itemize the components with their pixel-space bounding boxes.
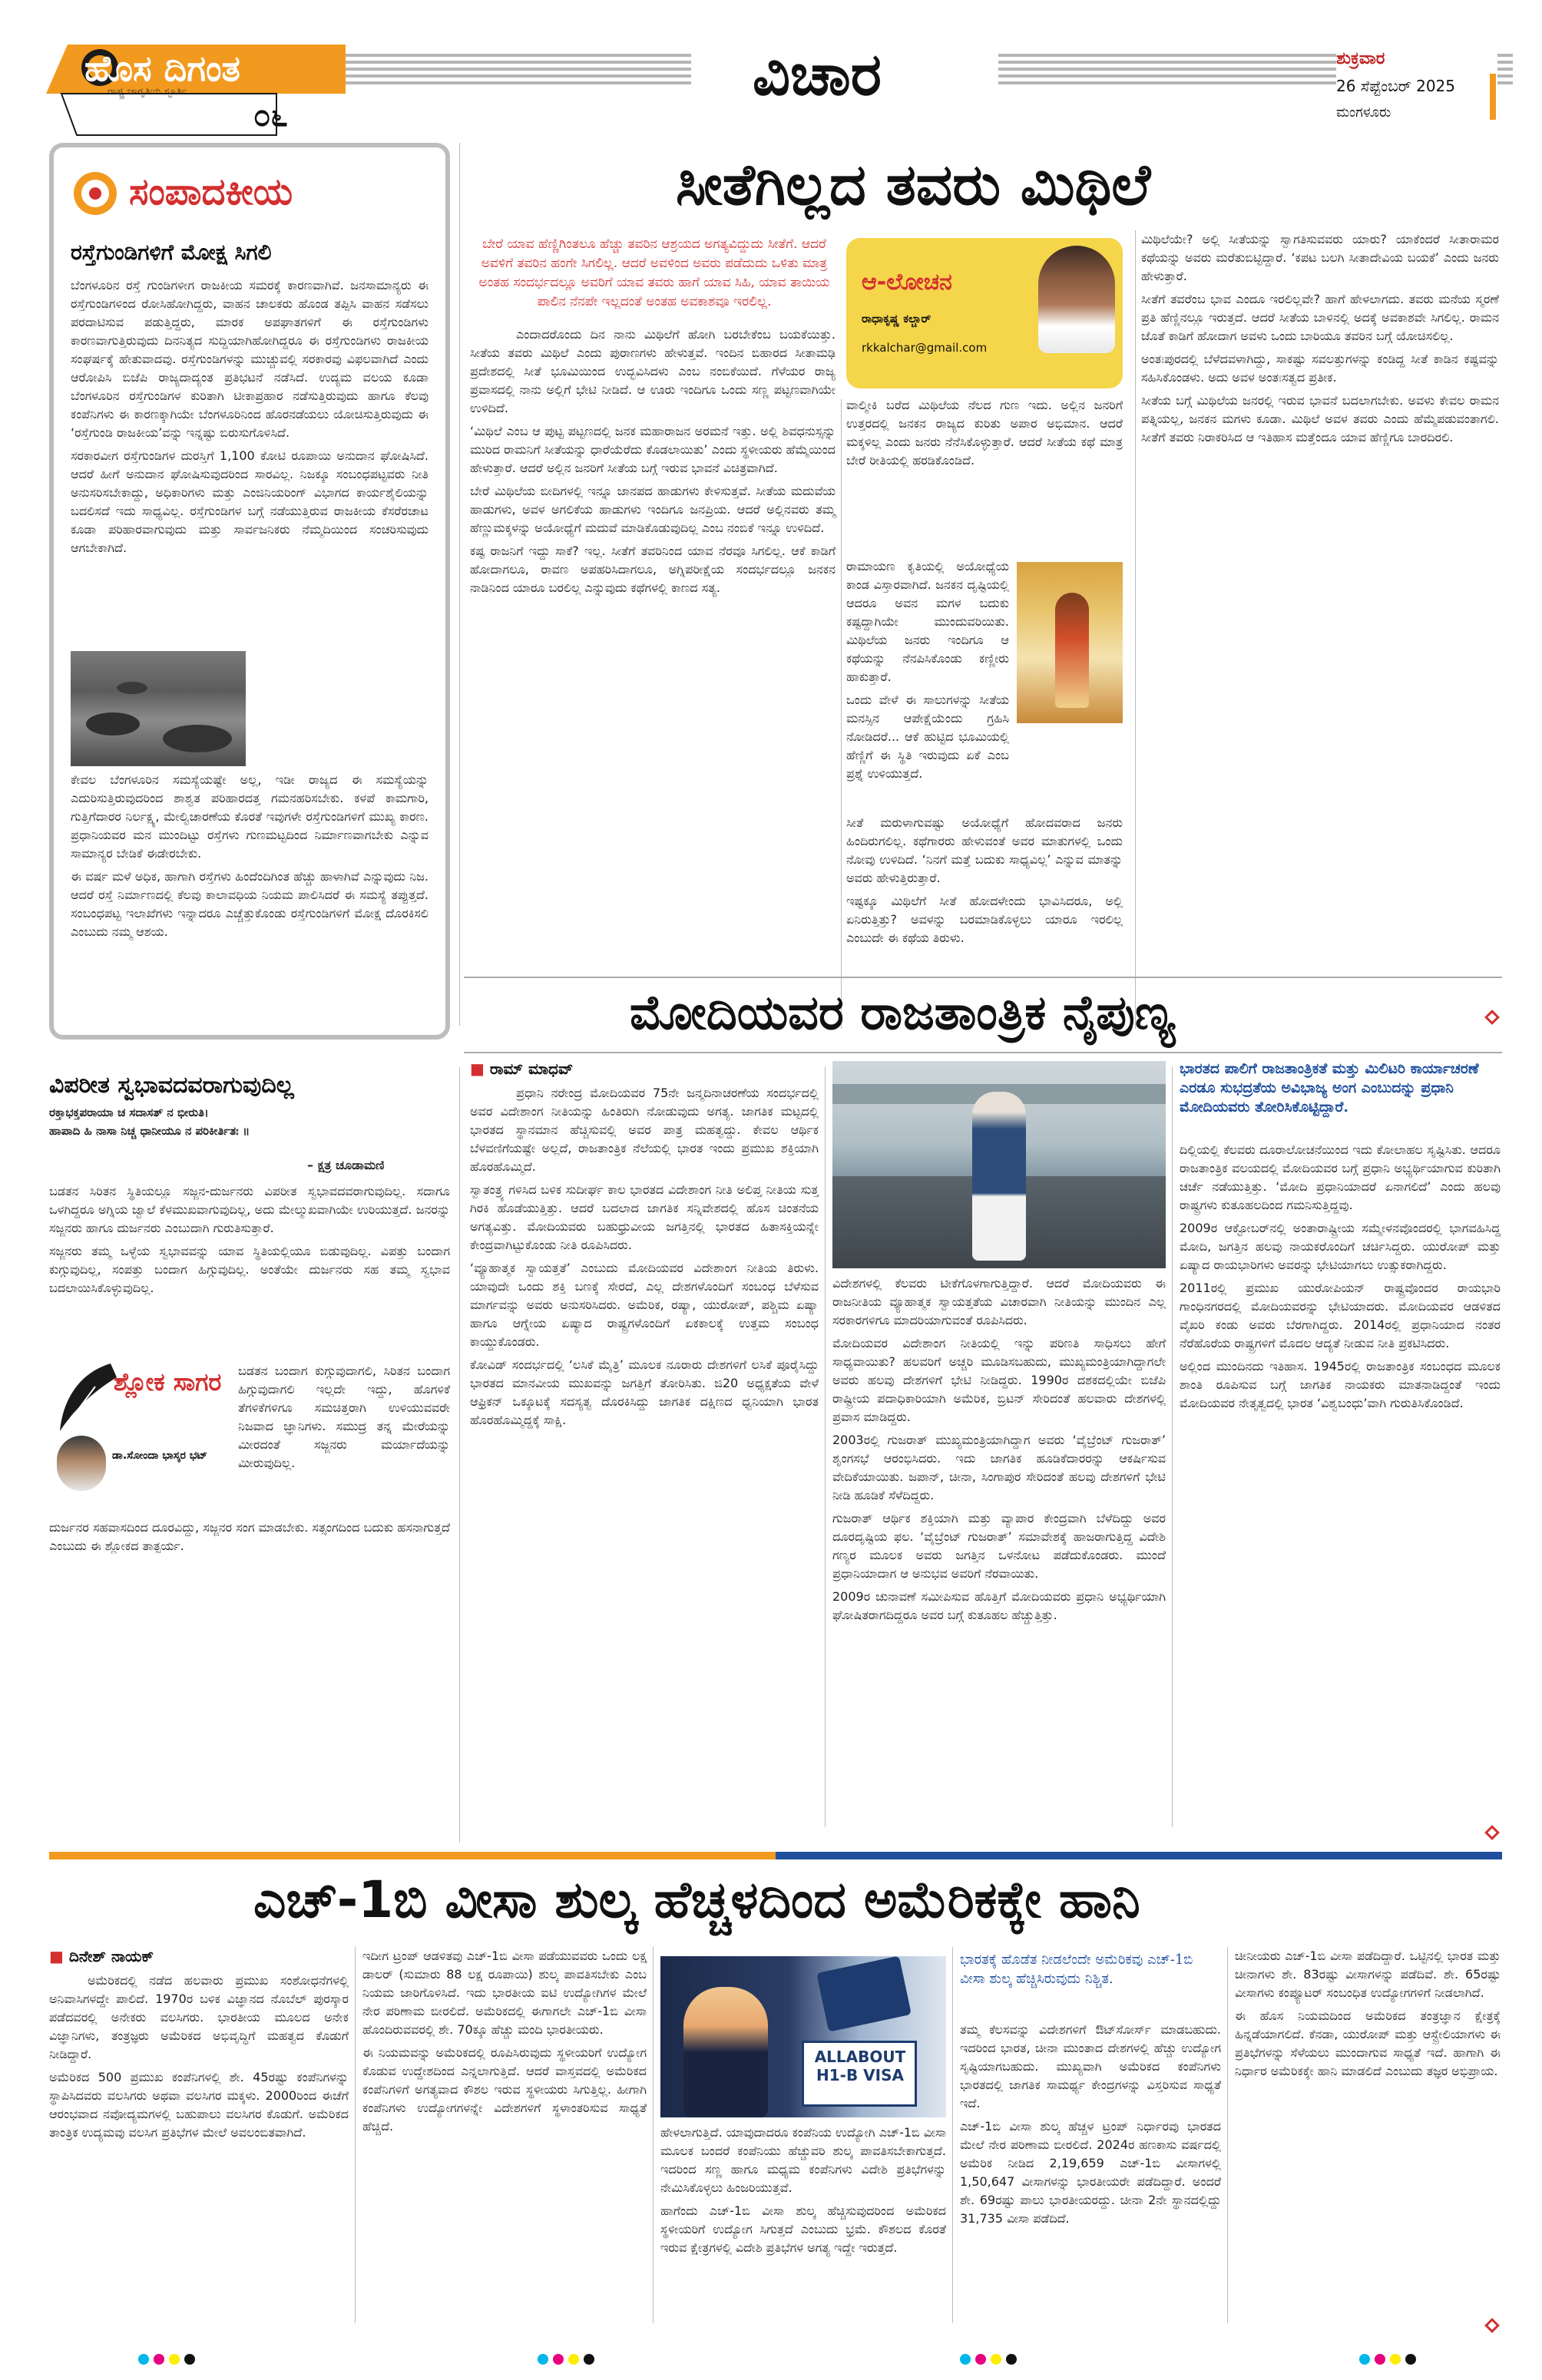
h1b-paragraph: ಹಾಗೆಂದು ಎಚ್-1ಬಿ ವೀಸಾ ಶುಲ್ಕ ಹೆಚ್ಚಿಸುವುದರಿಂದ ಅಮೆರಿಕದ ಸ್ಥಳೀಯರಿಗೆ ಉದ್ಯೋಗ ಸಿಗುತ್ತದೆ ಎಂಬುದು ಭ್ರಮೆ. ಕೌಶಲದ ಕೊರತೆ ಇರುವ ಕ್ಷೇತ್ರಗಳಲ್ಲಿ ವಿದೇಶಿ ಪ್ರತಿಭೆಗಳ ಅಗತ್ಯ ಇದ್ದೇ ಇರುತ್ತದೆ.: [660, 2203, 946, 2255]
modi-paragraph: 2009ರ ಚುನಾವಣೆ ಸಮೀಪಿಸುವ ಹೊತ್ತಿಗೆ ಮೋದಿಯವರು ಪ್ರಧಾನಿ ಅಭ್ಯರ್ಥಿಯಾಗಿ ಘೋಷಿತರಾಗದಿದ್ದರೂ ಅವರ ಬಗ್ಗೆ ಕುತೂಹಲ ಹೆಚ್ಚುತ್ತಿತ್ತು.: [832, 1589, 1166, 1622]
modi-paragraph: ಪ್ರಧಾನಿ ನರೇಂದ್ರ ಮೋದಿಯವರ 75ನೇ ಜನ್ಮದಿನಾಚರಣೆಯ ಸಂದರ್ಭದಲ್ಲಿ ಅವರ ವಿದೇಶಾಂಗ ನೀತಿಯನ್ನು ಹಿಂತಿರುಗಿ ನೋಡುವುದು ಅಗತ್ಯ. ಜಾಗತಿಕ ಮಟ್ಟದಲ್ಲಿ ಭಾರತದ ಸ್ಥಾನಮಾನ ಹೆಚ್ಚಿಸುವಲ್ಲಿ ಅವರ ಪಾತ್ರ ಮಹತ್ವದ್ದು. ಕೇವಲ ಆರ್ಥಿಕ ಬೆಳವಣಿಗೆಯಷ್ಟೇ ಅಲ್ಲದೆ, ರಾಜತಾಂತ್ರಿಕ ನೆಲೆಯಲ್ಲಿ ಭಾರತ ಇಂದು ಪ್ರಮುಖ ಶಕ್ತಿಯಾಗಿ ಹೊರಹೊಮ್ಮಿದೆ.: [470, 1086, 819, 1174]
h1b-visa-sign-text: ALLABOUT H1-B VISA: [814, 2048, 906, 2084]
registration-marks: [138, 2354, 195, 2365]
registration-dot: [584, 2354, 594, 2365]
sita-paragraph: ಸೀತೆ ಮರುಳಾಗುವಷ್ಟು ಅಯೋಧ್ಯೆಗೆ ಹೋದವರಾದ ಜನರು ಹಿಂದಿರುಗಲಿಲ್ಲ. ಕಥೆಗಾರರು ಹೇಳುವಂತೆ ಅವರ ಮಾತುಗಳಲ್ಲಿ ಒಂದು ನೋವು ಉಳಿದಿದೆ. ‘ನಿನಗೆ ಮತ್ತೆ ಬದುಕು ಸಾಧ್ಯವಿಲ್ಲ’ ಎನ್ನುವ ಮಾತನ್ನು ಅವರು ಹೇಳುತ್ತಿರುತ್ತಾರೆ.: [846, 815, 1123, 885]
sita-paragraph: ಅಂತಃಪುರದಲ್ಲಿ ಬೆಳೆದವಳಾಗಿದ್ದು, ಸಾಕಷ್ಟು ಸವಲತ್ತುಗಳನ್ನು ಕಂಡಿದ್ದ ಸೀತೆ ಕಾಡಿನ ಕಷ್ಟವನ್ನು ಸಹಿಸಿಕೊಂಡಳು. ಅದು ಅವಳ ಅಂತಃಸತ್ವದ ಪ್ರತೀಕ.: [1141, 352, 1499, 385]
h1b-column-2: [362, 1947, 647, 2319]
proverb-paragraph: ದುರ್ಜನರ ಸಹವಾಸದಿಂದ ದೂರವಿದ್ದು, ಸಜ್ಜನರ ಸಂಗ ಮಾಡಬೇಕು. ಸತ್ಸಂಗದಿಂದ ಬದುಕು ಹಸನಾಗುತ್ತದೆ ಎಂಬುದು ಈ ಶ್ಲೋಕದ ತಾತ್ಪರ್ಯ.: [49, 1520, 450, 1553]
editorial-paragraph: ಸರಕಾರವೀಗ ರಸ್ತೆಗುಂಡಿಗಳ ದುರಸ್ತಿಗೆ 1,100 ಕೋಟಿ ರೂಪಾಯಿ ಅನುದಾನ ಘೋಷಿಸಿದೆ. ಆದರೆ ಹೀಗೆ ಅನುದಾನ ಘೋಷಿಸುವುದರಿಂದ ಸಾರವಿಲ್ಲ. ನಿಜಕ್ಕೂ ಸಂಬಂಧಪಟ್ಟವರು ನೀತಿ ಅನುಸರಿಸಬೇಕಾದ್ದು, ಅಧಿಕಾರಿಗಳು ಮತ್ತು ಎಂಜಿನಿಯರಿಂಗ್ ವಿಭಾಗದ ಕಾರ್ಯಶೈಲಿಯನ್ನು ಬದಲಿಸದೆ ಇದು ಸಾಧ್ಯವಿಲ್ಲ. ರಸ್ತೆಗುಂಡಿಗಳ ಬಗ್ಗೆ ನಡೆಯುತ್ತಿರುವ ರಾಜಕೀಯ ಕೆಸರೆರಚಾಟ ಕೂಡಾ ಪರಿಹಾರವಾಗುವುದು ಮತ್ತು ಸಾರ್ವಜನಿಕರು ನೆಮ್ಮದಿಯಿಂದ ಸಂಚರಿಸುವುದು ಆಗಬೇಕಾಗಿದೆ.: [71, 448, 429, 555]
registration-dot: [960, 2354, 971, 2365]
editorial-paragraph: ಕೇವಲ ಬೆಂಗಳೂರಿನ ಸಮಸ್ಯೆಯಷ್ಟೇ ಅಲ್ಲ, ಇಡೀ ರಾಜ್ಯದ ಈ ಸಮಸ್ಯೆಯನ್ನು ಎದುರಿಸುತ್ತಿರುವುದರಿಂದ ಶಾಶ್ವತ ಪರಿಹಾರದತ್ತ ಗಮನಹರಿಸಬೇಕು. ಕಳಪೆ ಕಾಮಗಾರಿ, ಗುತ್ತಿಗೆದಾರರ ನಿರ್ಲಕ್ಷ್ಯ, ಮೇಲ್ವಿಚಾರಣೆಯ ಕೊರತೆ ಇವುಗಳೇ ರಸ್ತೆಗುಂಡಿಗಳಿಗೆ ಮುಖ್ಯ ಕಾರಣ. ಪ್ರಧಾನಿಯವರ ಮನ ಮುಂದಿಟ್ಟು ರಸ್ತೆಗಳು ಗುಣಮಟ್ಟದಿಂದ ನಿರ್ಮಾಣವಾಗಬೇಕು ಎನ್ನುವ ಸಾಮಾನ್ಯರ ಬೇಡಿಕೆ ಈಡೇರಬೇಕು.: [71, 772, 429, 861]
modi-byline: [470, 1059, 573, 1078]
column-divider: [952, 1947, 953, 2323]
color-divider-orange: [49, 1852, 776, 1859]
registration-dot: [1405, 2354, 1416, 2365]
h1b-visa-sign: [802, 2041, 917, 2107]
proverb-column-badge: [49, 1359, 230, 1497]
modi-paragraph: ವಿದೇಶಗಳಲ್ಲಿ ಕೆಲವರು ಟೀಕೆಗೊಳಗಾಗುತ್ತಿದ್ದಾರೆ. ಆದರೆ ಮೋದಿಯವರು ಈ ರಾಜನೀತಿಯ ವ್ಯೂಹಾತ್ಮಕ ಸ್ವಾಯತ್ತತೆಯ ವಿಚಾರವಾಗಿ ನೀತಿಯನ್ನು ಮುಂದಿನ ಎಲ್ಲ ಸರಕಾರಗಳಿಗೂ ಮಾದರಿಯಾಗುವಂತೆ ರೂಪಿಸಿದರು.: [832, 1276, 1166, 1327]
registration-dot: [184, 2354, 195, 2365]
h1b-paragraph: ಇದೀಗ ಟ್ರಂಪ್ ಆಡಳಿತವು ಎಚ್-1ಬಿ ವೀಸಾ ಪಡೆಯುವವರು ಒಂದು ಲಕ್ಷ ಡಾಲರ್ (ಸುಮಾರು 88 ಲಕ್ಷ ರೂಪಾಯಿ) ಶುಲ್ಕ ಪಾವತಿಸಬೇಕು ಎಂಬ ನಿಯಮ ಜಾರಿಗೊಳಿಸಿದೆ. ಇದು ಭಾರತೀಯ ಐಟಿ ಉದ್ಯೋಗಿಗಳ ಮೇಲೆ ನೇರ ಪರಿಣಾಮ ಬೀರಲಿದೆ. ಅಮೆರಿಕದಲ್ಲಿ ಈಗಾಗಲೇ ಎಚ್-1ಬಿ ವೀಸಾ ಹೊಂದಿರುವವರಲ್ಲಿ ಶೇ. 70ಕ್ಕೂ ಹೆಚ್ಚು ಮಂದಿ ಭಾರತೀಯರು.: [362, 1949, 647, 2037]
masthead-date-block: [1336, 45, 1497, 135]
modi-column-1: [470, 1084, 819, 1821]
color-divider-blue: [776, 1852, 1502, 1859]
article-end-marker: [1484, 2318, 1500, 2333]
proverb-sanskrit-line-2: ಹಾಪಾದಿ ಹಿ ನಾಸಾ ನಿಚ್ಚ ಧಾನೀಯೂ ನ ಪರಿಕೀರ್ತಿತಃ ॥: [49, 1124, 250, 1138]
proverb-author-name: ಡಾ.ಸೋಂದಾ ಭಾಸ್ಕರ ಭಟ್: [112, 1449, 208, 1462]
modi-photo: [832, 1061, 1166, 1268]
h1b-paragraph: ಈ ನಿಯಮವನ್ನು ಅಮೆರಿಕದಲ್ಲಿ ರೂಪಿಸಿರುವುದು ಸ್ಥಳೀಯರಿಗೆ ಉದ್ಯೋಗ ಕೊಡುವ ಉದ್ದೇಶದಿಂದ ಎನ್ನಲಾಗುತ್ತಿದೆ. ಆದರೆ ವಾಸ್ತವದಲ್ಲಿ ಅಮೆರಿಕದ ಕಂಪೆನಿಗಳಿಗೆ ಅಗತ್ಯವಾದ ಕೌಶಲ ಇರುವ ಸ್ಥಳೀಯರು ಸಿಗುತ್ತಿಲ್ಲ. ಹೀಗಾಗಿ ಕಂಪೆನಿಗಳು ಉದ್ಯೋಗಗಳನ್ನೇ ವಿದೇಶಗಳಿಗೆ ಸ್ಥಳಾಂತರಿಸುವ ಸಾಧ್ಯತೆ ಹೆಚ್ಚಿದೆ.: [362, 2045, 647, 2134]
sita-column-label: ಆ-ಲೋಚನ: [862, 269, 952, 296]
h1b-paragraph: ತಮ್ಮ ಕೆಲಸವನ್ನು ವಿದೇಶಗಳಿಗೆ ಔಟ್‌ಸೋರ್ಸ್ ಮಾಡಬಹುದು. ಇದರಿಂದ ಭಾರತ, ಚೀನಾ ಮುಂತಾದ ದೇಶಗಳಲ್ಲಿ ಹೆಚ್ಚು ಉದ್ಯೋಗ ಸೃಷ್ಟಿಯಾಗಬಹುದು. ಮುಖ್ಯವಾಗಿ ಅಮೆರಿಕದ ಕಂಪೆನಿಗಳು ಭಾರತದಲ್ಲಿ ಜಾಗತಿಕ ಸಾಮರ್ಥ್ಯ ಕೇಂದ್ರಗಳನ್ನು ವಿಸ್ತರಿಸುವ ಸಾಧ್ಯತೆ ಇದೆ.: [960, 2022, 1221, 2111]
sita-paragraph: ಕಷ್ಟ ರಾಜನಿಗೆ ಇದ್ದು ಸಾಕೆ? ಇಲ್ಲ. ಸೀತೆಗೆ ತವರಿನಿಂದ ಯಾವ ನೆರವೂ ಸಿಗಲಿಲ್ಲ. ಆಕೆ ಕಾಡಿಗೆ ಹೋದಾಗಲೂ, ರಾವಣ ಅಪಹರಿಸಿದಾಗಲೂ, ಅಗ್ನಿಪರೀಕ್ಷೆಯ ಸಂದರ್ಭದಲ್ಲೂ ಜನಕನ ನಾಡಿನಿಂದ ಯಾರೂ ಬರಲಿಲ್ಲ ಎನ್ನುವುದು ಕಥೆಗಳಲ್ಲಿ ಕಾಣದ ಸತ್ಯ.: [470, 544, 836, 595]
section-divider: [464, 1052, 1502, 1053]
registration-dot: [154, 2354, 164, 2365]
modi-paragraph: ಅಲ್ಲಿಂದ ಮುಂದಿನದು ಇತಿಹಾಸ. 1945ರಲ್ಲಿ ರಾಜತಾಂತ್ರಿಕ ಸಂಬಂಧದ ಮೂಲಕ ಶಾಂತಿ ರೂಪಿಸುವ ಬಗ್ಗೆ ಜಾಗತಿಕ ನಾಯಕರು ಮಾತನಾಡಿದ್ದಂತೆ ಇಂದು ಮೋದಿಯವರ ನೇತೃತ್ವದಲ್ಲಿ ಭಾರತ ‘ವಿಶ್ವಬಂಧು’ವಾಗಿ ಗುರುತಿಸಿಕೊಂಡಿದೆ.: [1180, 1359, 1501, 1410]
masthead-logo-tagline: ರಾಷ್ಟ್ರ ಜಾಗೃತಿಯ ಸ್ಫೂರ್ತಿ: [108, 86, 187, 98]
sita-column-2-top: [846, 396, 1123, 556]
proverb-headline: ವಿಪರೀತ ಸ್ವಭಾವದವರಾಗುವುದಿಲ್ಲ: [49, 1072, 294, 1099]
pothole-shape: [163, 725, 232, 752]
masthead-day: ಶುಕ್ರವಾರ: [1336, 49, 1385, 68]
sita-author-email: rkkalchar@gmail.com: [862, 341, 988, 355]
editorial-paragraph: ಬೆಂಗಳೂರಿನ ರಸ್ತೆ ಗುಂಡಿಗಳೀಗ ರಾಜಕೀಯ ಸಮರಕ್ಕೆ ಕಾರಣವಾಗಿವೆ. ಜನಸಾಮಾನ್ಯರು ಈ ರಸ್ತೆಗುಂಡಿಗಳಿಂದ ರೋಸಿಹೋಗಿದ್ದರು, ವಾಹನ ಚಾಲಕರು ಹೊಂಡ ತಪ್ಪಿಸಿ ವಾಹನ ಸಡೆಸಲು ಪರದಾಟಿಸುವ ಪಡುತ್ತಿದ್ದರು, ಮಾರಕ ಅಪಘಾತಗಳಿಗೆ ಈ ರಸ್ತೆಗುಂಡಿಗಳು ಕಾರಣವಾಗುತ್ತಿರುವುದು ದಿನನಿತ್ಯದ ಸುದ್ದಿಯಾಗಿಹೋಗಿದ್ದರೂ ಈ ರಸ್ತೆಗುಂಡಿಗಳು ರಾಜಕೀಯ ಸಂಘರ್ಷಕ್ಕೆ ಹೇತುವಾದವು. ರಸ್ತೆಗುಂಡಿಗಳನ್ನು ಮುಚ್ಚುವಲ್ಲಿ ಸರಕಾರವು ವಿಫಲವಾಗಿದೆ ಎಂದು ಆರೋಪಿಸಿ ಬಿಜೆಪಿ ರಾಜ್ಯದಾದ್ಯಂತ ಪ್ರತಿಭಟನೆ ನಡೆಸಿದೆ. ಉದ್ಯಮ ವಲಯ ಕೂಡಾ ಬೆಂಗಳೂರಿನ ರಸ್ತೆಗುಂಡಿಗಳ ಕುರಿತಾಗಿ ಟೀಕಾಪ್ರಹಾರ ನಡೆಸುತ್ತಿರುವುದು ಹಾಗೂ ಕೆಲವು ಕಂಪೆನಿಗಳು ಈ ಕಾರಣಕ್ಕಾಗಿಯೇ ಬೆಂಗಳೂರಿನಿಂದ ಹೊರನಡೆಯಲು ಯೋಚಿಸುತ್ತಿರುವುದು ಈ ‘ರಸ್ತೆಗುಂಡಿ ರಾಜಕೀಯ’ವನ್ನು ಇನ್ನಷ್ಟು ಬಿರುಸುಗೊಳಿಸಿದೆ.: [71, 278, 429, 440]
modi-pullquote: ಭಾರತದ ಪಾಲಿಗೆ ರಾಜತಾಂತ್ರಿಕತೆ ಮತ್ತು ಮಿಲಿಟರಿ ಕಾರ್ಯಾಚರಣೆ ಎರಡೂ ಸುಭದ್ರತೆಯ ಅವಿಭಾಜ್ಯ ಅಂಗ ಎಂಬುದನ್ನು ಪ್ರಧಾನಿ ಮೋದಿಯವರು ತೋರಿಸಿಕೊಟ್ಟಿದ್ದಾರೆ.: [1180, 1060, 1479, 1116]
byline-bullet-icon: ■: [470, 1059, 490, 1078]
modi-paragraph: 2003ರಲ್ಲಿ ಗುಜರಾತ್ ಮುಖ್ಯಮಂತ್ರಿಯಾಗಿದ್ದಾಗ ಅವರು ‘ವೈಬ್ರೆಂಟ್ ಗುಜರಾತ್’ ಶೃಂಗಸಭೆ ಆರಂಭಿಸಿದರು. ಇದು ಜಾಗತಿಕ ಹೂಡಿಕೆದಾರರನ್ನು ಆಕರ್ಷಿಸುವ ವೇದಿಕೆಯಾಯಿತು. ಜಪಾನ್, ಚೀನಾ, ಸಿಂಗಾಪುರ ಸೇರಿದಂತೆ ಹಲವು ದೇಶಗಳಿಗೆ ಭೇಟಿ ನೀಡಿ ಹೂಡಿಕೆ ಸೆಳೆದಿದ್ದರು.: [832, 1433, 1166, 1502]
proverb-body-top: [49, 1182, 450, 1356]
registration-dot: [1359, 2354, 1370, 2365]
registration-dot: [1006, 2354, 1017, 2365]
proverb-author-photo: [57, 1436, 106, 1491]
modi-paragraph: ದಿಲ್ಲಿಯಲ್ಲಿ ಕೆಲವರು ದೂರಾಲೋಚನೆಯಿಂದ ಇದು ಕೋಲಾಹಲ ಸೃಷ್ಟಿಸಿತು. ಆದರೂ ರಾಜತಾಂತ್ರಿಕ ವಲಯದಲ್ಲಿ ಮೋದಿಯವರ ಬಗ್ಗೆ ಪ್ರಧಾನಿ ಅಭ್ಯರ್ಥಿಯಾಗುವ ಕುರಿತಾಗಿ ಚರ್ಚೆ ನಡೆಯುತ್ತಿತ್ತು. ‘ಮೋದಿ ಪ್ರಧಾನಿಯಾದರೆ ಏನಾಗಲಿದೆ’ ಎಂದು ಹಲವು ರಾಷ್ಟ್ರಗಳು ಕುತೂಹಲದಿಂದ ಗಮನಿಸುತ್ತಿದ್ದವು.: [1180, 1142, 1501, 1212]
editorial-body-top: [71, 276, 429, 651]
pothole-shape: [117, 682, 147, 694]
modi-column-3: [1180, 1141, 1501, 1821]
sita-paragraph: ಬೇರೆ ಮಿಥಿಲೆಯ ಬೀದಿಗಳಲ್ಲಿ ಇನ್ನೂ ಜಾನಪದ ಹಾಡುಗಳು ಕೇಳಿಸುತ್ತವೆ. ಸೀತೆಯ ಮದುವೆಯ ಹಾಡುಗಳು, ಅವಳ ಅಗಲಿಕೆಯ ಹಾಡುಗಳು ಇಂದಿಗೂ ಜನಪ್ರಿಯ. ಆದರೆ ಅಲ್ಲಿನವರು ತಮ್ಮ ಹೆಣ್ಣುಮಕ್ಕಳನ್ನು ಅಯೋಧ್ಯೆಗೆ ಮದುವೆ ಮಾಡಿಕೊಡುವುದಿಲ್ಲ ಎಂಬ ನಂಬಿಕೆ ಇನ್ನೂ ಉಳಿದಿದೆ.: [470, 484, 836, 535]
sita-headline: ಸೀತೆಗಿಲ್ಲದ ತವರು ಮಿಥಿಲೆ: [676, 152, 1151, 218]
byline-bullet-icon: ■: [49, 1947, 69, 1965]
h1b-column-4: [960, 2021, 1221, 2319]
proverb-body-bottom: [49, 1519, 450, 1841]
proverb-sanskrit-line-1: ರಕ್ತಾಭಕ್ತಪರಾಯಾ ಚ ಸದಾಸತ್ ನ ಭೀರುತಿ।: [49, 1106, 209, 1119]
proverb-column-label: ಶ್ಲೋಕ ಸಾಗರ: [114, 1367, 222, 1397]
modi-headline: ಮೋದಿಯವರ ರಾಜತಾಂತ್ರಿಕ ನೈಪುಣ್ಯ: [630, 984, 1176, 1040]
column-divider: [841, 399, 842, 1029]
column-divider: [1135, 230, 1136, 1029]
column-divider: [653, 1947, 654, 2323]
column-divider: [1172, 1067, 1173, 1827]
h1b-paragraph: ಎಚ್-1ಬಿ ವೀಸಾ ಶುಲ್ಕ ಹೆಚ್ಚಳ ಟ್ರಂಪ್ ನಿರ್ಧಾರವು ಭಾರತದ ಮೇಲೆ ನೇರ ಪರಿಣಾಮ ಬೀರಲಿದೆ. 2024ರ ಹಣಕಾಸು ವರ್ಷದಲ್ಲಿ ಅಮೆರಿಕ ನೀಡಿದ 2,19,659 ಎಚ್-1ಬಿ ವೀಸಾಗಳಲ್ಲಿ 1,50,647 ವೀಸಾಗಳನ್ನು ಭಾರತೀಯರೇ ಪಡೆದಿದ್ದಾರೆ. ಅಂದರೆ ಶೇ. 69ರಷ್ಟು ಪಾಲು ಭಾರತೀಯರದ್ದು. ಚೀನಾ 2ನೇ ಸ್ಥಾನದಲ್ಲಿದ್ದು 31,735 ವೀಸಾ ಪಡೆದಿದೆ.: [960, 2119, 1221, 2226]
editorial-body-bottom: [71, 771, 429, 1024]
sita-paragraph: ಎಂದಾದರೊಂದು ದಿನ ನಾನು ಮಿಥಿಲೆಗೆ ಹೋಗಿ ಬರಬೇಕೆಂಬ ಬಯಕೆಯಿತ್ತು. ಸೀತೆಯ ತವರು ಮಿಥಿಲೆ ಎಂದು ಪುರಾಣಗಳು ಹೇಳುತ್ತವೆ. ಇಂದಿನ ಬಿಹಾರದ ಸೀತಾಮಢಿ ಪ್ರದೇಶದಲ್ಲಿ ಸೀತೆ ಭೂಮಿಯಿಂದ ಉದ್ಭವಿಸಿದಳು ಎಂಬ ನಂಬಿಕೆಯಿದೆ. ಗೆಳೆಯರ ರಾಜ್ಯ ಪ್ರವಾಸದಲ್ಲಿ ನಾನು ಅಲ್ಲಿಗೆ ಭೇಟಿ ನೀಡಿದೆ. ಆ ಊರು ಇಂದಿಗೂ ಒಂದು ಸಣ್ಣ ಪಟ್ಟಣವಾಗಿಯೇ ಉಳಿದಿದೆ.: [470, 327, 836, 415]
sita-painting: [1017, 562, 1123, 723]
column-divider: [459, 143, 460, 1026]
registration-dot: [975, 2354, 986, 2365]
masthead-date: 26 ಸೆಪ್ಟೆಂಬರ್ 2025: [1336, 77, 1456, 95]
sita-column-2-mid: [846, 557, 1009, 812]
modi-paragraph: ‘ವ್ಯೂಹಾತ್ಮಕ ಸ್ವಾಯತ್ತತೆ’ ಎಂಬುದು ಮೋದಿಯವರ ವಿದೇಶಾಂಗ ನೀತಿಯ ತಿರುಳು. ಯಾವುದೇ ಒಂದು ಶಕ್ತಿ ಬಣಕ್ಕೆ ಸೇರದೆ, ಎಲ್ಲ ದೇಶಗಳೊಂದಿಗೆ ಸಂಬಂಧ ಬೆಳೆಸುವ ಮಾರ್ಗವನ್ನು ಅವರು ಅನುಸರಿಸಿದರು. ಅಮೆರಿಕ, ರಷ್ಯಾ, ಯುರೋಪ್, ಪಶ್ಚಿಮ ಏಷ್ಯಾ ಹಾಗೂ ಆಗ್ನೇಯ ಏಷ್ಯಾದ ರಾಷ್ಟ್ರಗಳೊಂದಿಗೆ ಏಕಕಾಲಕ್ಕೆ ಉತ್ತಮ ಸಂಬಂಧ ಕಾಯ್ದುಕೊಂಡರು.: [470, 1261, 819, 1349]
article-end-marker: [1484, 1825, 1500, 1840]
registration-dot: [568, 2354, 579, 2365]
editorial-logo-icon: [71, 169, 120, 218]
sita-author-name: ರಾಧಾಕೃಷ್ಣ ಕಲ್ಚಾರ್: [862, 312, 931, 326]
page-number: ೦೬: [253, 98, 288, 134]
sita-paragraph: ಸೀತೆಯ ಬಗ್ಗೆ ಮಿಥಿಲೆಯ ಜನರಲ್ಲಿ ಇರುವ ಭಾವನೆ ಬದಲಾಗಬೇಕು. ಅವಳು ಕೇವಲ ರಾಮನ ಪತ್ನಿಯಲ್ಲ, ಜನಕನ ಮಗಳು ಕೂಡಾ. ಮಿಥಿಲೆ ಅವಳ ತವರು ಎಂದು ಹೆಮ್ಮೆಪಡುವಂತಾಗಲಿ. ಸೀತೆಗೆ ತವರು ನಿರಾಕರಿಸಿದ ಆ ಇತಿಹಾಸ ಮತ್ತೆಂದೂ ಯಾವ ಹೆಣ್ಣಿಗೂ ಬಾರದಿರಲಿ.: [1141, 393, 1499, 445]
pothole-shape: [86, 712, 140, 735]
h1b-paragraph: ಚೀನೀಯರು ಎಚ್-1ಬಿ ವೀಸಾ ಪಡೆದಿದ್ದಾರೆ. ಒಟ್ಟಿನಲ್ಲಿ ಭಾರತ ಮತ್ತು ಚೀನಾಗಳು ಶೇ. 83ರಷ್ಟು ವೀಸಾಗಳನ್ನು ಪಡೆದಿವೆ. ಶೇ. 65ರಷ್ಟು ವೀಸಾಗಳು ಕಂಪ್ಯೂಟರ್ ಸಂಬಂಧಿತ ಉದ್ಯೋಗಗಳಿಗೆ ನೀಡಲಾಗಿದೆ.: [1235, 1949, 1501, 2000]
proverb-body-side: [238, 1362, 450, 1516]
h1b-pullquote: ಭಾರತಕ್ಕೆ ಹೊಡೆತ ನೀಡಲೆಂದೇ ಅಮೆರಿಕವು ಎಚ್-1ಬಿ ವೀಸಾ ಶುಲ್ಕ ಹೆಚ್ಚಿಸಿರುವುದು ನಿಶ್ಚಿತ.: [960, 1952, 1193, 1987]
h1b-headline: ಎಚ್-1ಬಿ ವೀಸಾ ಶುಲ್ಕ ಹೆಚ್ಚಳದಿಂದ ಅಮೆರಿಕಕ್ಕೇ ಹಾನಿ: [253, 1870, 1140, 1929]
proverb-paragraph: ಬಡತನ ಬಂದಾಗ ಕುಗ್ಗುವುದಾಗಲಿ, ಸಿರಿತನ ಬಂದಾಗ ಹಿಗ್ಗುವುದಾಗಲಿ ಇಲ್ಲದೇ ಇದ್ದು, ಹೊಗಳಿಕೆ ತೆಗಳಿಕೆಗಳಿಗೂ ಸಮಚಿತ್ತರಾಗಿ ಉಳಿಯುವವರೇ ನಿಜವಾದ ಜ್ಞಾನಿಗಳು. ಸಮುದ್ರ ತನ್ನ ಮೇರೆಯನ್ನು ಮೀರದಂತೆ ಸಜ್ಜನರು ಮರ್ಯಾದೆಯನ್ನು ಮೀರುವುದಿಲ್ಲ.: [238, 1364, 450, 1470]
editorial-headline: ರಸ್ತೆಗುಂಡಿಗಳಿಗೆ ಮೋಕ್ಷ ಸಿಗಲಿ: [71, 240, 272, 265]
sita-column-1: [470, 326, 836, 1024]
photo-person-figure: [683, 1987, 768, 2117]
column-divider: [355, 1947, 356, 2323]
sita-paragraph: ಸೀತೆಗೆ ತವರೆಂಬ ಭಾವ ಎಂದೂ ಇರಲಿಲ್ಲವೇ? ಹಾಗೆ ಹೇಳಲಾಗದು. ತವರು ಮನೆಯ ಸ್ಮರಣೆ ಪ್ರತಿ ಹೆಣ್ಣಿನಲ್ಲೂ ಇರುತ್ತದೆ. ಆದರೆ ಸೀತೆಯ ಬಾಳಿನಲ್ಲಿ ಅದಕ್ಕೆ ಅವಕಾಶವೇ ಸಿಗಲಿಲ್ಲ. ರಾಮನ ಜೊತೆ ಕಾಡಿಗೆ ಹೋದಾಗ ಅವಳು ಒಂದು ಬಾರಿಯೂ ತವರಿನ ಬಗ್ಗೆ ಯೋಚಿಸಲಿಲ್ಲ.: [1141, 292, 1499, 343]
photo-person-figure: [972, 1092, 1026, 1261]
sita-author-photo: [1038, 246, 1115, 353]
h1b-paragraph: ಅಮೆರಿಕದಲ್ಲಿ ನಡೆದ ಹಲವಾರು ಪ್ರಮುಖ ಸಂಶೋಧನೆಗಳಲ್ಲಿ ಅನಿವಾಸಿಗಳದ್ದೇ ಪಾಲಿದೆ. 1970ರ ಬಳಿಕ ವಿಜ್ಞಾನದ ನೊಬೆಲ್ ಪುರಸ್ಕಾರ ಪಡೆದವರಲ್ಲಿ ಅನೇಕರು ವಲಸಿಗರು. ಭಾರತೀಯ ಮೂಲದ ಅನೇಕ ವಿಜ್ಞಾನಿಗಳು, ತಂತ್ರಜ್ಞರು ಅಮೆರಿಕದ ಅಭಿವೃದ್ಧಿಗೆ ಮಹತ್ವದ ಕೊಡುಗೆ ನೀಡಿದ್ದಾರೆ.: [49, 1973, 349, 2061]
masthead-city: ಮಂಗಳೂರು: [1336, 104, 1391, 121]
section-divider: [464, 977, 1502, 978]
modi-author: ರಾಮ್ ಮಾಧವ್: [489, 1059, 574, 1078]
modi-paragraph: ಮೋದಿಯವರ ವಿದೇಶಾಂಗ ನೀತಿಯಲ್ಲಿ ಇನ್ನು ಪರಿಣತಿ ಸಾಧಿಸಲು ಹೇಗೆ ಸಾಧ್ಯವಾಯಿತು? ಹಲವರಿಗೆ ಅಚ್ಚರಿ ಮೂಡಿಸಬಹುದು, ಮುಖ್ಯಮಂತ್ರಿಯಾಗಿದ್ದಾಗಲೇ ಅವರು ಹಲವು ದೇಶಗಳಿಗೆ ಭೇಟಿ ನೀಡಿದ್ದರು. 1990ರ ದಶಕದಲ್ಲಿಯೇ ಬಿಜೆಪಿ ರಾಷ್ಟ್ರೀಯ ಪದಾಧಿಕಾರಿಯಾಗಿ ಅಮೆರಿಕ, ಬ್ರಿಟನ್ ಸೇರಿದಂತೆ ಹಲವಾರು ದೇಶಗಳಲ್ಲಿ ಪ್ರವಾಸ ಮಾಡಿದ್ದರು.: [832, 1336, 1166, 1424]
registration-marks: [960, 2354, 1017, 2365]
sita-paragraph: ಮಿಥಿಲೆಯೇ? ಅಲ್ಲಿ ಸೀತೆಯನ್ನು ಸ್ವಾಗತಿಸುವವರು ಯಾರು? ಯಾಕೆಂದರೆ ಸೀತಾರಾಮರ ಕಥೆಯನ್ನು ಅವರು ಮರೆತುಬಿಟ್ಟಿದ್ದಾರೆ. ‘ಕಪಟ ಬಲಗಿ ಸೀತಾದೇವಿಯ ಬಯಕೆ’ ಎಂದು ಜನರು ಹೇಳುತ್ತಾರೆ.: [1141, 232, 1499, 283]
sita-paragraph: ಇಷ್ಟಕ್ಕೂ ಮಿಥಿಲೆಗೆ ಸೀತೆ ಹೋದಳೇಂದು ಭಾವಿಸಿದರೂ, ಅಲ್ಲಿ ಏನಿರುತ್ತಿತ್ತು? ಅವಳನ್ನು ಬರಮಾಡಿಕೊಳ್ಳಲು ಯಾರೂ ಇರಲಿಲ್ಲ ಎಂಬುದೇ ಈ ಕಥೆಯ ತಿರುಳು.: [846, 894, 1123, 945]
section-title: ವಿಚಾರ: [753, 40, 882, 108]
column-divider: [825, 1067, 826, 1827]
registration-marks: [538, 2354, 594, 2365]
h1b-paragraph: ಈ ಹೊಸ ನಿಯಮದಿಂದ ಅಮೆರಿಕದ ತಂತ್ರಜ್ಞಾನ ಕ್ಷೇತ್ರಕ್ಕೆ ಹಿನ್ನಡೆಯಾಗಲಿದೆ. ಕೆನಡಾ, ಯುರೋಪ್ ಮತ್ತು ಆಸ್ಟ್ರೇಲಿಯಾಗಳು ಈ ಪ್ರತಿಭೆಗಳನ್ನು ಸೆಳೆಯಲು ಮುಂದಾಗುವ ಸಾಧ್ಯತೆ ಇದೆ. ಹಾಗಾಗಿ ಈ ನಿರ್ಧಾರ ಅಮೆರಿಕಕ್ಕೇ ಹಾನಿ ಮಾಡಲಿದೆ ಎಂಬುದು ತಜ್ಞರ ಅಭಿಪ್ರಾಯ.: [1235, 2008, 1501, 2078]
registration-dot: [138, 2354, 149, 2365]
registration-dot: [538, 2354, 548, 2365]
masthead-logo-text: ಹೊಸ ದಿಗಂತ: [84, 48, 240, 89]
proverb-attribution: – ಕ್ಷತ್ರ ಚೂಡಾಮಣಿ: [307, 1158, 385, 1172]
modi-paragraph: ಗುಜರಾತ್ ಆರ್ಥಿಕ ಶಕ್ತಿಯಾಗಿ ಮತ್ತು ವ್ಯಾಪಾರ ಕೇಂದ್ರವಾಗಿ ಬೆಳೆದಿದ್ದು ಅವರ ದೂರದೃಷ್ಟಿಯ ಫಲ. ‘ವೈಬ್ರೆಂಟ್ ಗುಜರಾತ್’ ಸಮಾವೇಶಕ್ಕೆ ಹಾಜರಾಗುತ್ತಿದ್ದ ವಿದೇಶಿ ಗಣ್ಯರ ಮೂಲಕ ಅವರು ಜಗತ್ತಿನ ಒಳನೋಟ ಪಡೆದುಕೊಂಡರು. ಮುಂದೆ ಪ್ರಧಾನಿಯಾದಾಗ ಆ ಅನುಭವ ಅವರಿಗೆ ನೆರವಾಯಿತು.: [832, 1511, 1166, 1581]
registration-dot: [553, 2354, 564, 2365]
modi-paragraph: ಸ್ವಾತಂತ್ರ್ಯ ಗಳಿಸಿದ ಬಳಿಕ ಸುದೀರ್ಘ ಕಾಲ ಭಾರತದ ವಿದೇಶಾಂಗ ನೀತಿ ಅಲಿಪ್ತ ನೀತಿಯ ಸುತ್ತ ಗಿರಕಿ ಹೊಡೆಯುತ್ತಿತ್ತು. ಆದರೆ ಬದಲಾದ ಜಾಗತಿಕ ಸನ್ನಿವೇಶದಲ್ಲಿ ಹೊಸ ಚಿಂತನೆಯ ಅಗತ್ಯವಿತ್ತು. ಮೋದಿಯವರು ಬಹುಧ್ರುವೀಯ ಜಗತ್ತಿನಲ್ಲಿ ಭಾರತದ ಹಿತಾಸಕ್ತಿಯನ್ನೇ ಕೇಂದ್ರವಾಗಿಟ್ಟುಕೊಂಡು ನೀತಿ ರೂಪಿಸಿದರು.: [470, 1182, 819, 1252]
registration-dot: [1390, 2354, 1401, 2365]
masthead: [0, 0, 1542, 138]
masthead-date-accent-orange: [1490, 74, 1496, 120]
sita-column-3: [1141, 230, 1499, 1026]
modi-column-2: [832, 1274, 1166, 1821]
editorial-paragraph: ಈ ವರ್ಷ ಮಳೆ ಅಧಿಕ, ಹಾಗಾಗಿ ರಸ್ತೆಗಳು ಹಿಂದೆಂದಿಗಿಂತ ಹೆಚ್ಚು ಹಾಳಾಗಿವೆ ಎನ್ನುವುದು ನಿಜ. ಆದರೆ ರಸ್ತೆ ನಿರ್ಮಾಣದಲ್ಲಿ ಕೆಲವು ಕಾಲಾವಧಿಯ ನಿಯಮ ಪಾಲಿಸಿದರೆ ಈ ಸಮಸ್ಯೆ ತಪ್ಪುತ್ತದೆ. ಸಂಬಂಧಪಟ್ಟ ಇಲಾಖೆಗಳು ಇನ್ನಾದರೂ ಎಚ್ಚೆತ್ತುಕೊಂಡು ರಸ್ತೆಗುಂಡಿಗಳಿಗೆ ಮೋಕ್ಷ ದೊರಕಿಸಲಿ ಎಂಬುದು ನಮ್ಮ ಆಶಯ.: [71, 869, 429, 939]
editorial-label: ಸಂಪಾದಕೀಯ: [129, 170, 293, 213]
modi-paragraph: 2011ರಲ್ಲಿ ಪ್ರಮುಖ ಯುರೋಪಿಯನ್ ರಾಷ್ಟ್ರವೊಂದರ ರಾಯಭಾರಿ ಗಾಂಧಿನಗರದಲ್ಲಿ ಮೋದಿಯವರನ್ನು ಭೇಟಿಯಾದರು. ಮೋದಿಯವರ ಆಡಳಿತದ ವೈಖರಿ ಕಂಡು ಅವರು ಬೆರಗಾಗಿದ್ದರು. 2014ರಲ್ಲಿ ಪ್ರಧಾನಿಯಾದ ನಂತರ ನೆರೆಹೊರೆಯ ರಾಷ್ಟ್ರಗಳಿಗೆ ಮೊದಲ ಆದ್ಯತೆ ನೀಡುವ ನೀತಿ ಪ್ರಕಟಿಸಿದರು.: [1180, 1281, 1501, 1350]
column-divider: [1227, 1947, 1228, 2323]
h1b-paragraph: ಹೇಳಲಾಗುತ್ತಿದೆ. ಯಾವುದಾದರೂ ಕಂಪೆನಿಯ ಉದ್ಯೋಗಿ ಎಚ್-1ಬಿ ವೀಸಾ ಮೂಲಕ ಬಂದರೆ ಕಂಪೆನಿಯು ಹೆಚ್ಚುವರಿ ಶುಲ್ಕ ಪಾವತಿಸಬೇಕಾಗುತ್ತದೆ. ಇದರಿಂದ ಸಣ್ಣ ಹಾಗೂ ಮಧ್ಯಮ ಕಂಪೆನಿಗಳು ವಿದೇಶಿ ಪ್ರತಿಭೆಗಳನ್ನು ನೇಮಿಸಿಕೊಳ್ಳಲು ಹಿಂಜರಿಯುತ್ತವೆ.: [660, 2125, 946, 2195]
h1b-photo: [660, 1956, 946, 2117]
modi-paragraph: 2009ರ ಆಕ್ಟೋಬರ್‌ನಲ್ಲಿ ಅಂತಾರಾಷ್ಟ್ರೀಯ ಸಮ್ಮೇಳನವೊಂದರಲ್ಲಿ ಭಾಗವಹಿಸಿದ್ದ ಮೋದಿ, ಜಗತ್ತಿನ ಹಲವು ನಾಯಕರೊಂದಿಗೆ ಚರ್ಚಿಸಿದ್ದರು. ಯುರೋಪ್ ಮತ್ತು ಏಷ್ಯಾದ ರಾಯಭಾರಿಗಳು ಅವರನ್ನು ಭೇಟಿಯಾಗಲು ಉತ್ಸುಕರಾಗಿದ್ದರು.: [1180, 1221, 1501, 1272]
column-divider: [459, 1067, 460, 1843]
sita-paragraph: ‘ಮಿಥಿಲೆ ಎಂಬ ಆ ಪುಟ್ಟ ಪಟ್ಟಣದಲ್ಲಿ ಜನಕ ಮಹಾರಾಜನ ಅರಮನೆ ಇತ್ತು. ಅಲ್ಲಿ ಶಿವಧನುಸ್ಸನ್ನು ಮುರಿದ ರಾಮನಿಗೆ ಸೀತೆಯನ್ನು ಧಾರೆಯೆರೆದು ಕೊಡಲಾಯಿತು’ ಎಂದು ಸ್ಥಳೀಯರು ಹೆಮ್ಮೆಯಿಂದ ಹೇಳುತ್ತಾರೆ. ಆದರೆ ಅಲ್ಲಿನ ಜನರಿಗೆ ಸೀತೆಯ ಬಗ್ಗೆ ಇರುವ ಭಾವನೆ ವಿಚಿತ್ರವಾಗಿದೆ.: [470, 424, 836, 475]
h1b-author: ದಿನೇಶ್ ನಾಯಕ್: [68, 1947, 154, 1965]
painting-figure: [1055, 593, 1089, 708]
h1b-column-1: [49, 1972, 349, 2319]
sita-author-card: [846, 238, 1123, 388]
h1b-byline: [49, 1947, 154, 1965]
sita-paragraph: ವಾಲ್ಮೀಕಿ ಬರೆದ ಮಿಥಿಲೆಯ ನೆಲದ ಗುಣ ಇದು. ಅಲ್ಲಿನ ಜನರಿಗೆ ಉತ್ತರದಲ್ಲಿ ಜನಕನ ರಾಜ್ಯದ ಕುರಿತು ಅಪಾರ ಅಭಿಮಾನ. ಆದರೆ ಮಕ್ಕಳಿಲ್ಲ ಎಂದು ಜನರು ನೆನೆಸಿಕೊಳ್ಳುತ್ತಾರೆ. ಆದರೆ ಸೀತೆಯ ಕಥೆ ಮಾತ್ರ ಬೇರೆ ರೀತಿಯಲ್ಲಿ ಹರಡಿಕೊಂಡಿದೆ.: [846, 398, 1123, 468]
h1b-column-3: [660, 2124, 946, 2319]
editorial-photo-potholes: [71, 651, 246, 766]
registration-dot: [991, 2354, 1001, 2365]
registration-marks: [1359, 2354, 1416, 2365]
proverb-paragraph: ಸಜ್ಜನರು ತಮ್ಮ ಒಳ್ಳೆಯ ಸ್ವಭಾವವನ್ನು ಯಾವ ಸ್ಥಿತಿಯಲ್ಲಿಯೂ ಬಿಡುವುದಿಲ್ಲ. ವಿಪತ್ತು ಬಂದಾಗ ಕುಗ್ಗುವುದಿಲ್ಲ, ಸಂಪತ್ತು ಬಂದಾಗ ಹಿಗ್ಗುವುದಿಲ್ಲ. ಅಂತೆಯೇ ದುರ್ಜನರು ಸಹ ತಮ್ಮ ಸ್ವಭಾವ ಬದಲಾಯಿಸಿಕೊಳ್ಳುವುದಿಲ್ಲ.: [49, 1244, 450, 1295]
proverb-paragraph: ಬಡತನ ಸಿರಿತನ ಸ್ಥಿತಿಯಲ್ಲೂ ಸಜ್ಜನ-ದುರ್ಜನರು ವಿಪರೀತ ಸ್ವಭಾವದವರಾಗುವುದಿಲ್ಲ. ಸದಾಗೂ ಒಳಗಿದ್ದರೂ ಅಗ್ನಿಯ ಜ್ವಾಲೆ ಕೆಳಮುಖವಾಗುವುದಿಲ್ಲ, ಅದು ಮೇಲ್ಮುಖವಾಗಿಯೇ ಉರಿಯುತ್ತದೆ. ಜನರನ್ನು ಸಜ್ಜನರು ಹಾಗೂ ದುರ್ಜನರು ಎಂಬುದಾಗಿ ಗುರುತಿಸುತ್ತಾರೆ.: [49, 1184, 450, 1235]
photo-passport-shape: [816, 1955, 912, 2031]
registration-dot: [1375, 2354, 1385, 2365]
h1b-paragraph: ಅಮೆರಿಕದ 500 ಪ್ರಮುಖ ಕಂಪೆನಿಗಳಲ್ಲಿ ಶೇ. 45ರಷ್ಟು ಕಂಪೆನಿಗಳನ್ನು ಸ್ಥಾಪಿಸಿದವರು ವಲಸಿಗರು ಅಥವಾ ವಲಸಿಗರ ಮಕ್ಕಳು. 2000ರಿಂದ ಈಚೆಗೆ ಆರಂಭವಾದ ನವೋದ್ಯಮಗಳಲ್ಲಿ ಬಹುಪಾಲು ವಲಸಿಗರ ಕೊಡುಗೆ. ಅಮೆರಿಕದ ತಾಂತ್ರಿಕ ಉದ್ಯಮವು ವಲಸಿಗ ಪ್ರತಿಭೆಗಳ ಮೇಲೆ ಅವಲಂಬಿತವಾಗಿದೆ.: [49, 2070, 349, 2140]
sita-pullquote: ಬೇರೆ ಯಾವ ಹೆಣ್ಣಿಗಿಂತಲೂ ಹೆಚ್ಚು ತವರಿನ ಆಶ್ರಯದ ಅಗತ್ಯವಿದ್ದುದು ಸೀತೆಗೆ. ಆದರೆ ಅವಳಿಗೆ ತವರಿನ ಹಂಗೇ ಸಿಗಲಿಲ್ಲ. ಆದರೆ ಅವಳಿಂದ ಅವರು ಪಡೆದುದು ಒಳಿತು ಮಾತ್ರ ಅಂತಹ ಸಂದರ್ಭದಲ್ಲೂ ಅವರಿಗೆ ಯಾವ ತವರು ಹಾಗೆ ಯಾವ ಸಿಹಿ, ಯಾವ ತಾಯಿಯ ಪಾಲಿನ ನೆನಪೇ ಇಲ್ಲದಂತೆ ಅಂತಹ ಅವಕಾಶವೂ ಇರಲಿಲ್ಲ.: [478, 236, 830, 309]
sita-paragraph: ರಾಮಾಯಣ ಕೃತಿಯಲ್ಲಿ ಅಯೋಧ್ಯೆಯ ಕಾಂಡ ವಿಸ್ತಾರವಾಗಿದೆ. ಜನಕನ ದೃಷ್ಟಿಯಲ್ಲಿ ಆದರೂ ಅವನ ಮಗಳ ಬದುಕು ಕಷ್ಟದ್ದಾಗಿಯೇ ಮುಂದುವರಿಯಿತು. ಮಿಥಿಲೆಯ ಜನರು ಇಂದಿಗೂ ಆ ಕಥೆಯನ್ನು ನೆನಪಿಸಿಕೊಂಡು ಕಣ್ಣೀರು ಹಾಕುತ್ತಾರೆ.: [846, 559, 1009, 684]
registration-dot: [169, 2354, 180, 2365]
modi-paragraph: ಕೋವಿಡ್ ಸಂದರ್ಭದಲ್ಲಿ ‘ಲಸಿಕೆ ಮೈತ್ರಿ’ ಮೂಲಕ ನೂರಾರು ದೇಶಗಳಿಗೆ ಲಸಿಕೆ ಪೂರೈಸಿದ್ದು ಭಾರತದ ಮಾನವೀಯ ಮುಖವನ್ನು ಜಗತ್ತಿಗೆ ತೋರಿಸಿತು. ಜಿ20 ಅಧ್ಯಕ್ಷತೆಯ ವೇಳೆ ಆಫ್ರಿಕನ್ ಒಕ್ಕೂಟಕ್ಕೆ ಸದಸ್ಯತ್ವ ದೊರಕಿಸಿದ್ದು ಜಾಗತಿಕ ದಕ್ಷಿಣದ ಧ್ವನಿಯಾಗಿ ಭಾರತ ಹೊರಹೊಮ್ಮಿದ್ದಕ್ಕೆ ಸಾಕ್ಷಿ.: [470, 1357, 819, 1427]
h1b-column-5: [1235, 1947, 1501, 2319]
sita-paragraph: ಒಂದು ವೇಳೆ ಈ ಸಾಲುಗಳನ್ನು ಸೀತೆಯ ಮನಸ್ಸಿನ ಆಪೇಕ್ಷೆಯೆಂದು ಗ್ರಹಿಸಿ ನೋಡಿದರೆ... ಆಕೆ ಹುಟ್ಟಿದ ಭೂಮಿಯಲ್ಲಿ ಹೆಣ್ಣಿಗೆ ಈ ಸ್ಥಿತಿ ಇರುವುದು ಏಕೆ ಎಂಬ ಪ್ರಶ್ನೆ ಉಳಿಯುತ್ತದೆ.: [846, 693, 1009, 781]
